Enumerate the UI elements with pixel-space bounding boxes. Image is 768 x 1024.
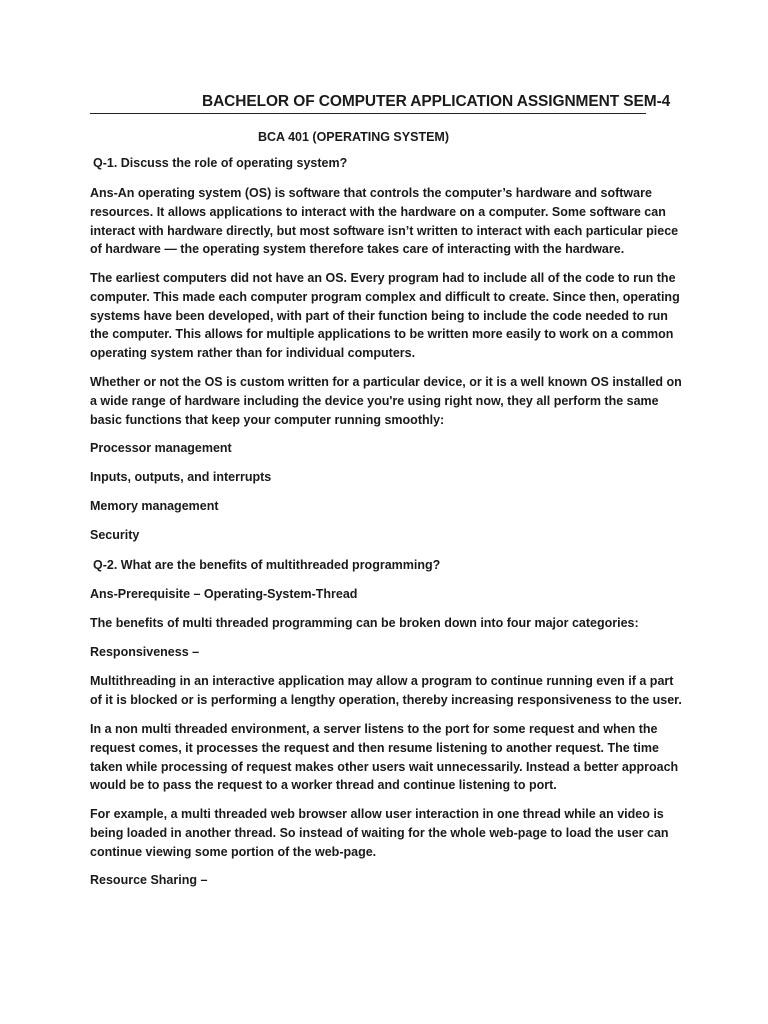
- os-function-item: Processor management: [90, 441, 232, 455]
- section-heading-responsiveness: Responsiveness –: [90, 645, 200, 659]
- answer-2-intro: The benefits of multi threaded programming can be broken down into four major categories:: [90, 616, 639, 630]
- question-1: Q-1. Discuss the role of operating system?: [93, 156, 348, 170]
- os-function-item: Security: [90, 528, 140, 542]
- section-heading-resource-sharing: Resource Sharing –: [90, 873, 208, 887]
- course-subtitle: BCA 401 (OPERATING SYSTEM): [258, 130, 449, 144]
- responsiveness-paragraph-3: For example, a multi threaded web browser allow user interaction in one thread while an video is being loaded in another thread. So instead of waiting for the whole web-page to load the user can continue viewing some portion of the web-page.: [90, 807, 669, 859]
- answer-2-prerequisite: Ans-Prerequisite – Operating-System-Thread: [90, 587, 358, 601]
- os-function-item: Memory management: [90, 499, 219, 513]
- answer-1-paragraph-2: The earliest computers did not have an OS. Every program had to include all of the code to run the computer. This made each computer program complex and difficult to create. Since then, operating systems have been developed, with part of their function being to include the code needed to run the computer. This allows for multiple applications to be written more easily to work on a common operating system rather than for individual computers.: [90, 271, 680, 361]
- os-function-item: Inputs, outputs, and interrupts: [90, 470, 272, 484]
- responsiveness-paragraph-1: Multithreading in an interactive application may allow a program to continue running even if a part of it is blocked or is performing a lengthy operation, thereby increasing responsiveness to the user.: [90, 674, 682, 707]
- page-title: BACHELOR OF COMPUTER APPLICATION ASSIGNMENT SEM-4: [202, 93, 671, 110]
- answer-1-paragraph-1: Ans-An operating system (OS) is software that controls the computer’s hardware and software resources. It allows applications to interact with the hardware on a computer. Some software can interact with hardware directly, but most software isn’t written to interact with each particular piece of hardware — the operating system therefore takes care of interacting with the hardware.: [90, 186, 679, 257]
- responsiveness-paragraph-2: In a non multi threaded environment, a server listens to the port for some request and when the request comes, it processes the request and then resume listening to another request. The time taken while processing of request makes other users wait unnecessarily. Instead a better approach would be to pass the request to a worker thread and continue listening to port.: [90, 722, 679, 793]
- question-2: Q-2. What are the benefits of multithreaded programming?: [93, 558, 441, 572]
- title-underline: [90, 113, 646, 114]
- answer-1-paragraph-3: Whether or not the OS is custom written for a particular device, or it is a well known OS installed on a wide range of hardware including the device you're using right now, they all perform the same basic functions that keep your computer running smoothly:: [90, 375, 682, 427]
